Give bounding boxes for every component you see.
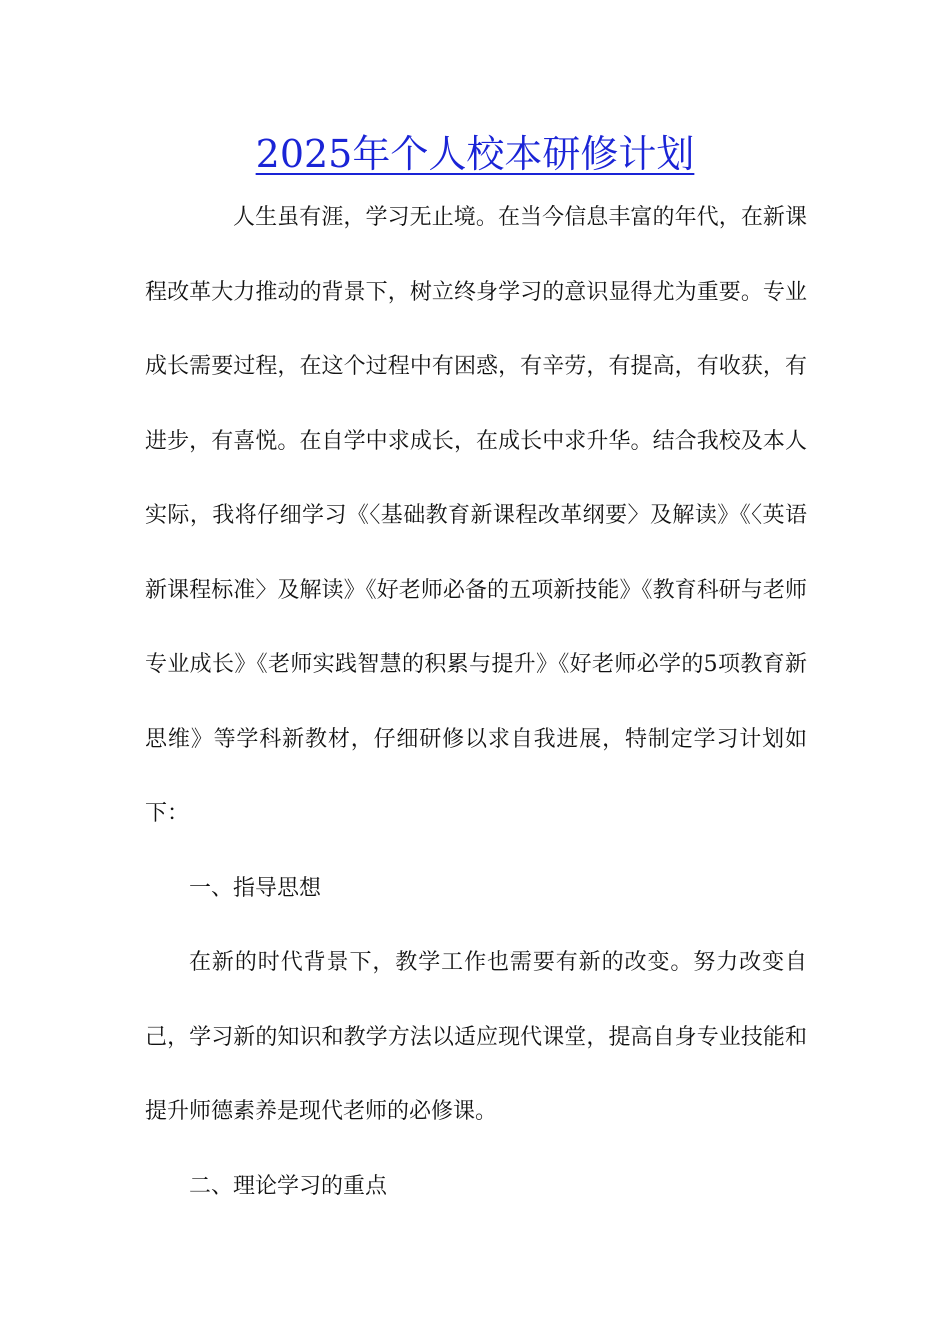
intro-paragraph: 人生虽有涯，学习无止境。在当今信息丰富的年代，在新课程改革大力推动的背景下，树立终身学习的意识显得尤为重要。专业成长需要过程，在这个过程中有困惑，有辛劳，有提高，有收获，有进步，有喜悦。在自学中求成长，在成长中求升华。结合我校及本人实际，我将仔细学习《〈基础教育新课程改革纲要〉及解读》《〈英语新课程标准〉及解读》《好老师必备的五项新技能》《教育科研与老师专业成长》《老师实践智慧的积累与提升》《好老师必学的5项教育新思维》等学科新教材，仔细研修以求自我进展，特制定学习计划如下： (145, 205, 807, 826)
document-body (145, 181, 807, 1224)
guiding-ideology-paragraph: 在新的时代背景下，教学工作也需要有新的改变。努力改变自己，学习新的知识和教学方法以适应现代课堂，提高自身专业技能和提升师德素养是现代老师的必修课。 (145, 950, 807, 1124)
section-heading-guiding-ideology: 一、指导思想 (189, 875, 322, 901)
section-heading-theory-focus: 二、理论学习的重点 (189, 1173, 388, 1199)
document-title-link[interactable]: 2025年个人校本研修计划 (255, 132, 695, 176)
